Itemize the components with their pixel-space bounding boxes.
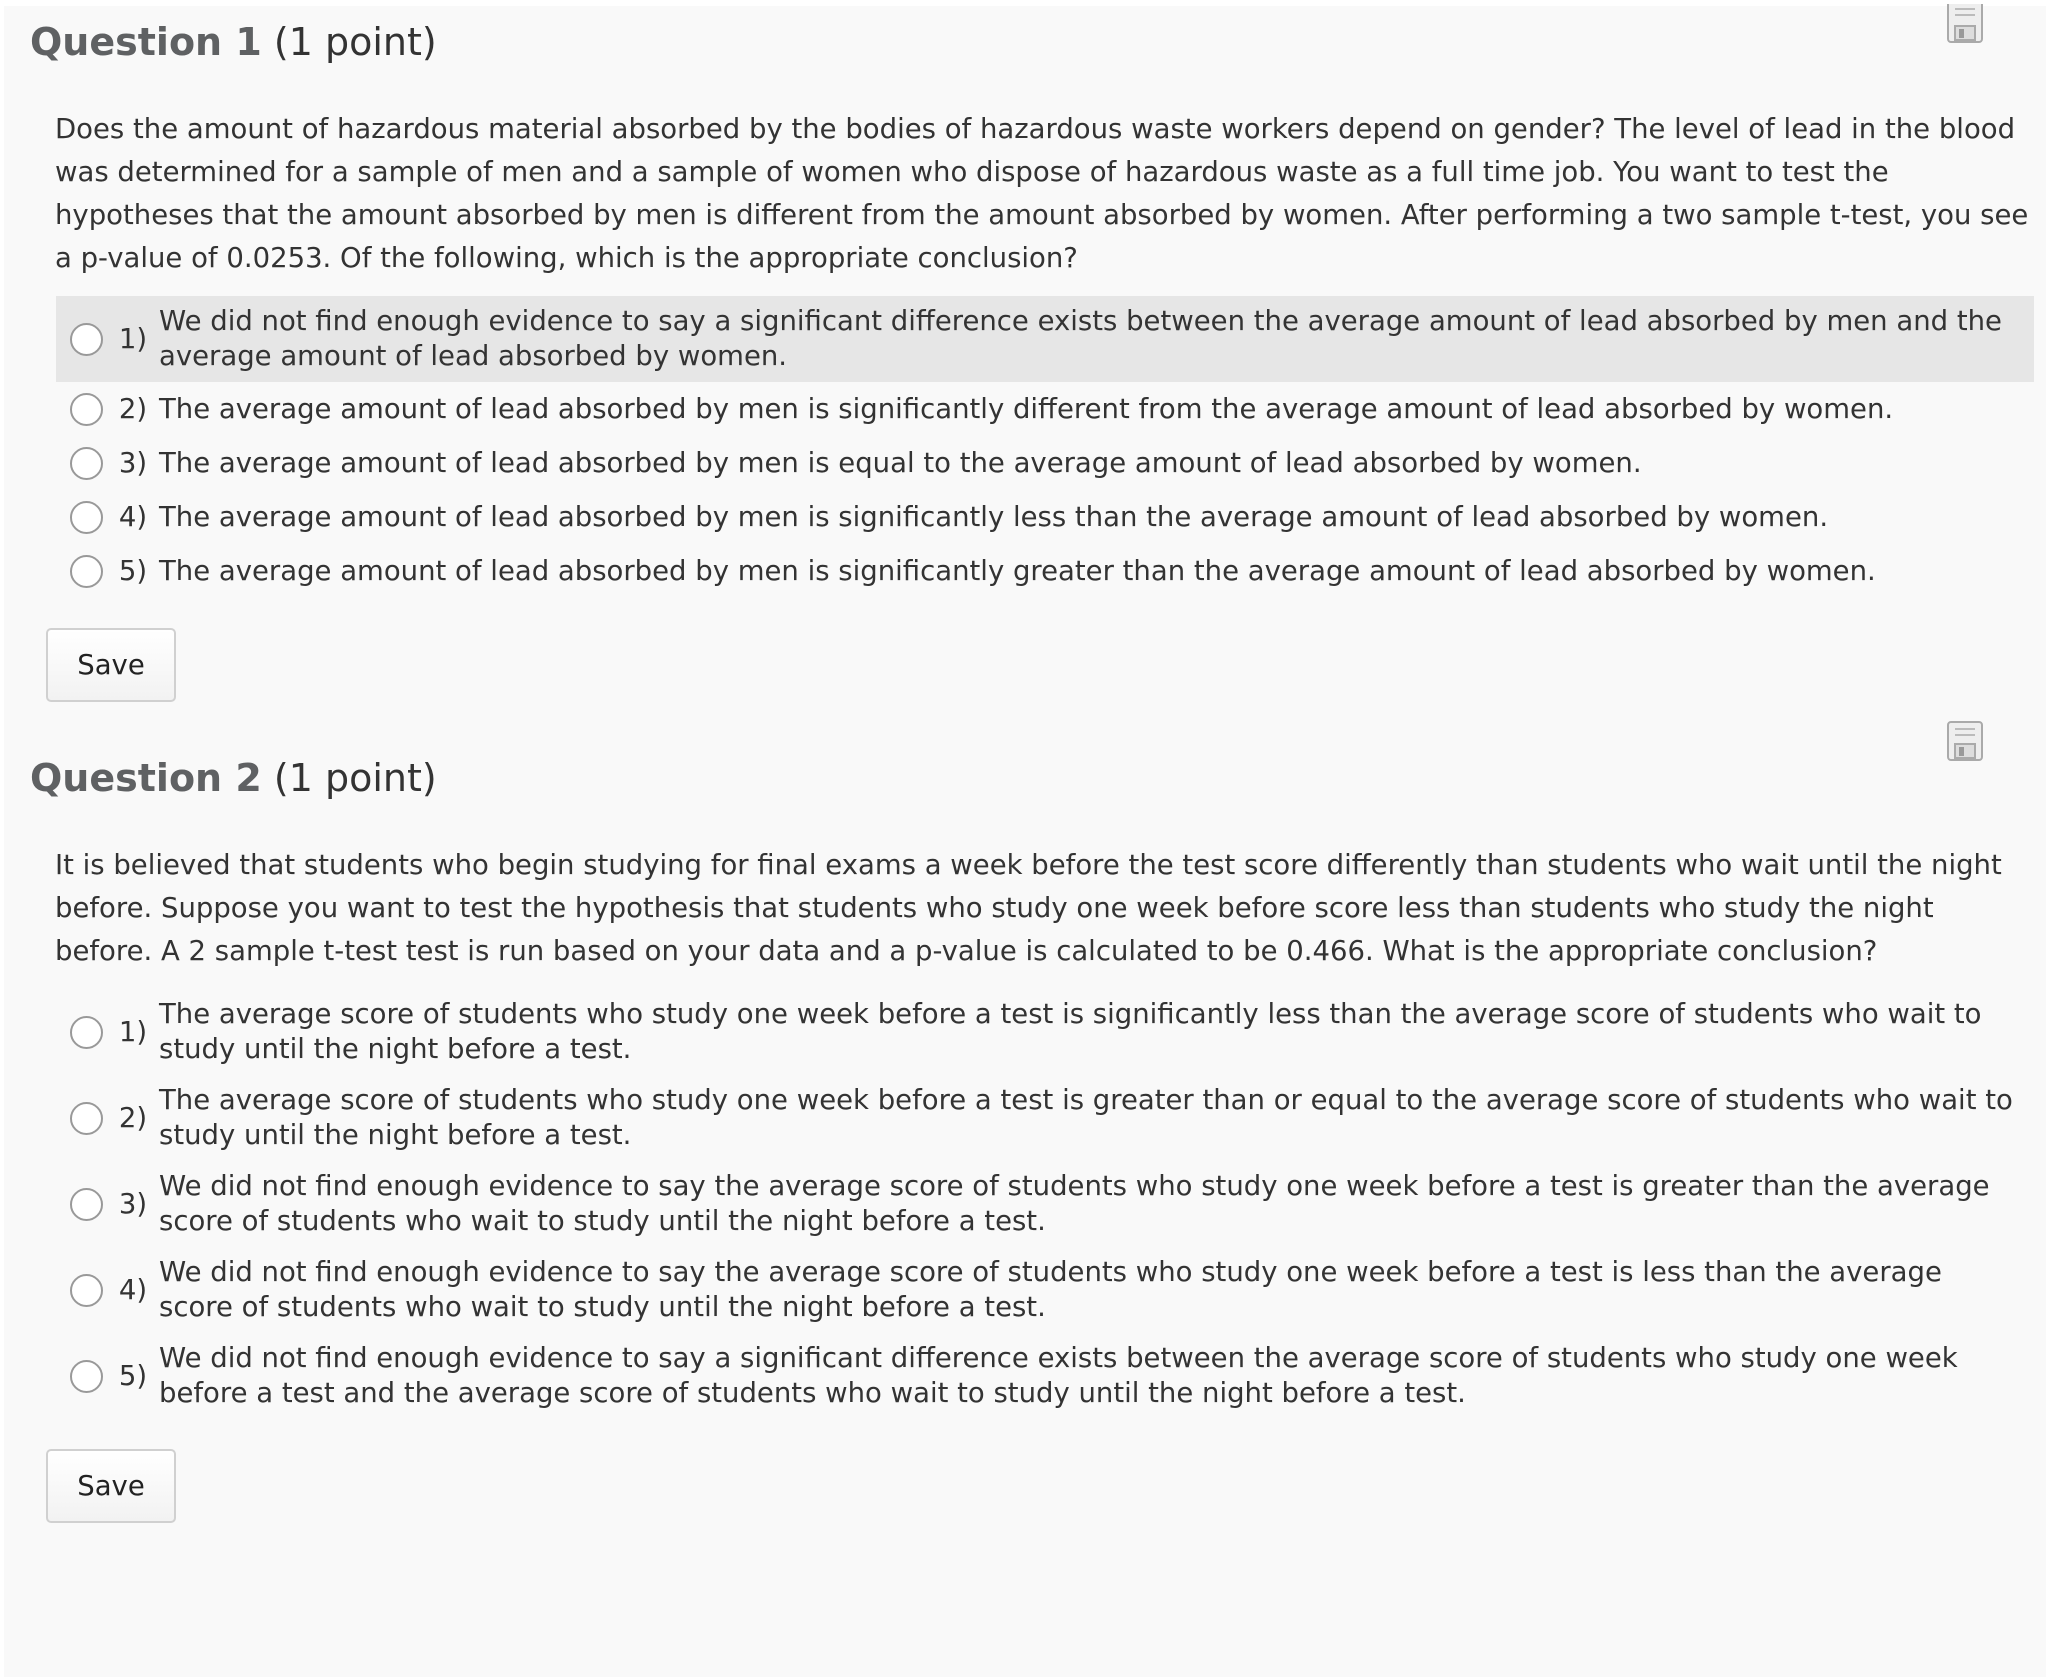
question-title: Question 1 (30, 20, 262, 64)
question-2 (4, 742, 2046, 1523)
option-text: The average amount of lead absorbed by men is significantly different from the average amount of lead absorbed by women. (159, 392, 1894, 425)
radio-button[interactable] (70, 501, 103, 534)
answer-option-5[interactable] (56, 544, 2034, 598)
radio-button[interactable] (70, 1274, 103, 1307)
option-number: 3) (118, 447, 148, 479)
question-text: Does the amount of hazardous material absorbed by the bodies of hazardous waste workers depend on gender? The level of lead in the blood was determined for a sample of men and a sample of women who dispose of hazardous waste as a full time job. You want to test the hypotheses that the amount absorbed by men is different from the amount absorbed by women. After performing a two sample t-test, you see a p-value of 0.0253. Of the following, which is the appropriate conclusion? (55, 113, 2029, 274)
answer-option-3[interactable] (56, 436, 2034, 490)
option-text: We did not find enough evidence to say a significant difference exists between the average score of students who study one week before a test and the average score of students who wait to study until the night before a test. (159, 1342, 1958, 1409)
question-header (4, 6, 2046, 78)
question-points: (1 point) (273, 20, 437, 64)
question-1 (4, 6, 2046, 702)
option-text: The average amount of lead absorbed by men is significantly greater than the average amount of lead absorbed by women. (159, 554, 1876, 587)
answer-option-2[interactable] (56, 1075, 2034, 1161)
save-button[interactable]: Save (46, 1449, 176, 1523)
option-text: We did not find enough evidence to say the average score of students who study one week before a test is greater than the average score of students who wait to study until the night before a test. (159, 1170, 1990, 1237)
question-title: Question 2 (30, 756, 262, 800)
option-text: The average amount of lead absorbed by men is equal to the average amount of lead absorbed by women. (159, 446, 1642, 479)
radio-button[interactable] (70, 393, 103, 426)
option-text: The average score of students who study one week before a test is significantly less than the average score of students who wait to study until the night before a test. (159, 998, 1982, 1065)
question-text: It is believed that students who begin studying for final exams a week before the test score differently than students who wait until the night before. Suppose you want to test the hypothesis that students who study one week before score less than students who study the night before. A 2 sample t-test test is run based on your data and a p-value is calculated to be 0.466. What is the appropriate conclusion? (55, 849, 2002, 967)
option-text: The average score of students who study one week before a test is greater than or equal to the average score of students who wait to study until the night before a test. (159, 1084, 2013, 1151)
option-number: 4) (118, 501, 148, 533)
question-points: (1 point) (273, 756, 437, 800)
option-number: 5) (118, 555, 148, 587)
save-status-icon (1946, 4, 1984, 46)
option-number: 2) (118, 1102, 148, 1134)
option-number: 3) (118, 1188, 148, 1220)
radio-button[interactable] (70, 323, 103, 356)
save-button[interactable]: Save (46, 628, 176, 702)
radio-button[interactable] (70, 1016, 103, 1049)
option-text: We did not find enough evidence to say a significant difference exists between the average amount of lead absorbed by men and the average amount of lead absorbed by women. (159, 305, 2002, 372)
option-number: 4) (118, 1274, 148, 1306)
answer-option-4[interactable] (56, 490, 2034, 544)
radio-button[interactable] (70, 1360, 103, 1393)
save-status-icon (1946, 720, 1984, 762)
answer-option-5[interactable] (56, 1333, 2034, 1419)
radio-button[interactable] (70, 447, 103, 480)
answer-option-1[interactable] (56, 989, 2034, 1075)
option-number: 5) (118, 1360, 148, 1392)
quiz-page (4, 6, 2046, 1677)
option-number: 2) (118, 393, 148, 425)
radio-button[interactable] (70, 555, 103, 588)
question-header (4, 742, 2046, 814)
radio-button[interactable] (70, 1102, 103, 1135)
answer-option-4[interactable] (56, 1247, 2034, 1333)
answer-options (56, 989, 2034, 1419)
option-number: 1) (118, 323, 148, 355)
answer-option-2[interactable] (56, 382, 2034, 436)
option-number: 1) (118, 1016, 148, 1048)
answer-options (56, 296, 2034, 598)
radio-button[interactable] (70, 1188, 103, 1221)
option-text: We did not find enough evidence to say the average score of students who study one week before a test is less than the average score of students who wait to study until the night before a test. (159, 1256, 1942, 1323)
answer-option-3[interactable] (56, 1161, 2034, 1247)
answer-option-1[interactable] (56, 296, 2034, 382)
option-text: The average amount of lead absorbed by men is significantly less than the average amount of lead absorbed by women. (159, 500, 1829, 533)
